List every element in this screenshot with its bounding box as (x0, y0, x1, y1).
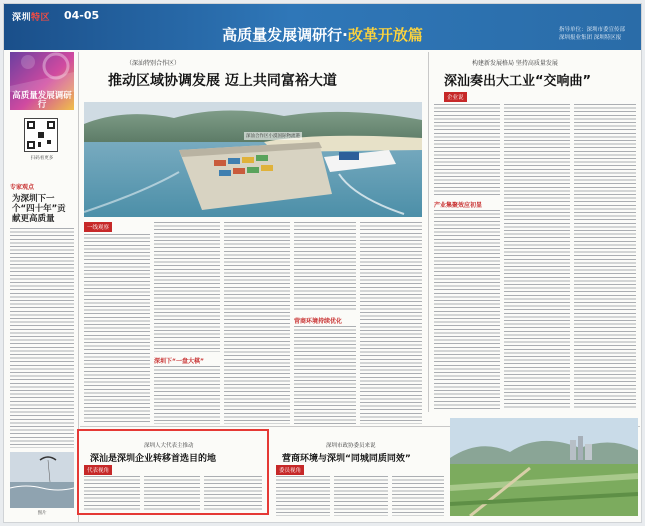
city-landscape-photo-icon (450, 418, 638, 516)
promo-title: 高质量发展调研行 (12, 91, 72, 110)
bottom-mid-kicker: 深圳市政协委员来说 (326, 443, 376, 449)
main-section-tag: 一线观察 (84, 222, 112, 232)
port-photo-caption: 深汕合作区小漠国际物流港 (246, 134, 300, 139)
page-number: 04-05 (64, 9, 100, 22)
qr-caption: 扫码看更多 (30, 156, 54, 161)
bottom-mid-tag: 委员视角 (276, 465, 304, 475)
mid-subhead-2: 营商环境持续优化 (294, 318, 343, 325)
brand-prefix: 深圳 (12, 13, 32, 23)
right-subhead: 产业集聚效应初显 (434, 202, 483, 209)
main-text-col-4b (294, 326, 356, 424)
main-kicker: （深汕特别合作区） (126, 60, 181, 67)
side-headline: 为深圳下一个“四十年”贡献更高质量 (12, 194, 66, 224)
organizer-credits (559, 26, 625, 42)
bottom-left-text-3 (204, 476, 262, 510)
column-divider-right (428, 52, 429, 412)
promo-graphic (10, 52, 74, 110)
brand-suffix: 特区 (31, 13, 51, 23)
bottom-mid-headline: 营商环境与深圳“同城同质同效” (282, 454, 411, 464)
right-text-col-3 (574, 104, 636, 410)
banner-dot: · (342, 26, 348, 44)
main-text-col-4 (294, 222, 356, 312)
main-text-col-5 (360, 222, 422, 424)
port-photo (84, 102, 422, 217)
main-text-col-3 (224, 222, 290, 424)
newspaper-page (3, 3, 642, 523)
right-kicker: 构建新发展格局 坚持高质量发展 (472, 60, 558, 67)
right-text-col-1 (434, 104, 500, 196)
organizer-line-2: 深圳报业集团 深圳特区报 (558, 35, 622, 41)
main-text-col-1 (84, 234, 150, 424)
banner-highlight: 改革开放篇 (347, 26, 423, 44)
right-text-col-2 (504, 104, 570, 410)
right-text-col-1b (434, 210, 500, 410)
bottom-left-headline: 深汕是深圳企业转移首选目的地 (90, 454, 217, 464)
header-band (4, 4, 641, 50)
brand-logo (12, 10, 50, 23)
bottom-mid-text-1 (276, 476, 330, 516)
bottom-mid-text-3 (392, 476, 444, 516)
bottom-left-tag: 代表视角 (84, 465, 112, 475)
section-flag: 专家观点 (10, 184, 35, 191)
side-article-text (10, 228, 74, 448)
bottom-mid-text-2 (334, 476, 388, 516)
side-photo (10, 452, 74, 508)
main-text-col-2b (154, 366, 220, 424)
main-headline: 推动区域协调发展 迈上共同富裕大道 (108, 73, 337, 89)
promo-pattern-icon (10, 52, 74, 92)
banner-main: 高质量发展调研行 (222, 26, 343, 44)
organizer-line-1: 指导单位：深圳市委宣传部 (558, 27, 625, 33)
landscape-photo (450, 418, 638, 516)
port-aerial-photo-icon (84, 102, 422, 217)
right-headline: 深汕奏出大工业“交响曲” (444, 74, 592, 89)
mid-subhead-1: 深圳下“一盘大棋” (154, 358, 204, 365)
main-text-col-2 (154, 222, 220, 352)
left-column (10, 52, 74, 520)
bottom-left-text-2 (144, 476, 200, 510)
qr-code[interactable] (24, 118, 58, 152)
side-photo-caption: 图片 (37, 511, 47, 516)
kitesurf-photo-icon (10, 452, 74, 508)
bottom-left-text-1 (84, 476, 140, 510)
right-section-tag: 企业说 (444, 92, 467, 102)
bottom-left-kicker: 深圳人大代表主推动 (144, 443, 194, 449)
section-banner (4, 24, 641, 45)
